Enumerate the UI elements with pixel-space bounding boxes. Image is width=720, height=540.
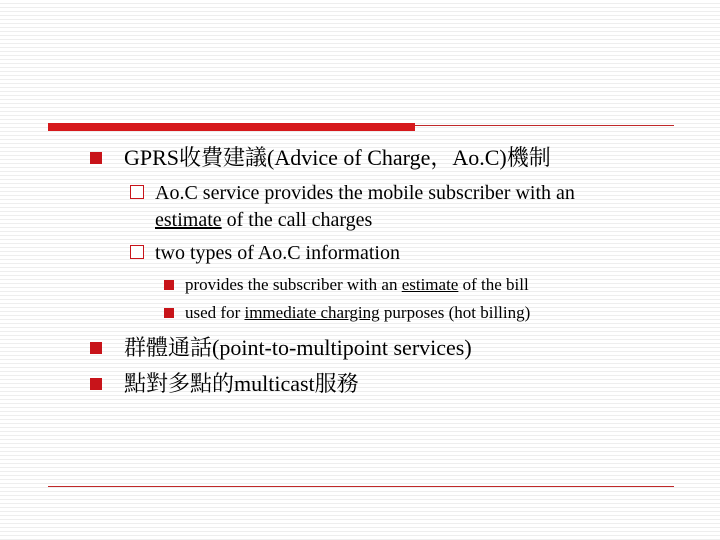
bullet-multicast <box>124 371 359 397</box>
sub-sub-bullet-estimate-bill <box>185 275 529 295</box>
text-pre: used for <box>185 303 245 322</box>
hollow-square-bullet-icon <box>130 185 144 199</box>
text-post: purposes (hot billing) <box>379 303 531 322</box>
bullet-text: GPRS收費建議(Advice of Charge，Ao.C)機制 <box>124 145 551 170</box>
text-pre: provides the subscriber with an <box>185 275 402 294</box>
bullet-text: 群體通話(point-to-multipoint services) <box>124 335 472 360</box>
sub-bullet-two-types <box>155 241 400 265</box>
text-post: of the bill <box>458 275 529 294</box>
square-bullet-icon <box>164 280 174 290</box>
sub-sub-bullet-hot-billing <box>185 303 530 323</box>
square-bullet-icon <box>90 342 102 354</box>
bullet-gprs-advice-of-charge <box>124 145 551 171</box>
bottom-divider <box>48 486 674 487</box>
bullet-text: 點對多點的multicast服務 <box>124 371 359 396</box>
square-bullet-icon <box>90 152 102 164</box>
underlined-estimate: estimate <box>401 275 459 294</box>
sub-bullet-text: two types of Ao.C information <box>155 242 400 264</box>
underlined-immediate-charging: immediate charging <box>244 303 380 322</box>
hollow-square-bullet-icon <box>130 245 144 259</box>
square-bullet-icon <box>90 378 102 390</box>
sub-bullet-line-2-rest: of the call charges <box>221 209 373 231</box>
bullet-point-to-multipoint <box>124 335 472 361</box>
top-accent-bar <box>48 123 415 131</box>
sub-bullet-aoc-service <box>155 181 575 205</box>
square-bullet-icon <box>164 308 174 318</box>
sub-bullet-line-1: Ao.C service provides the mobile subscriber with an <box>155 182 575 204</box>
sub-bullet-aoc-service-continued <box>155 208 372 232</box>
underlined-estimate: estimate <box>155 209 222 231</box>
